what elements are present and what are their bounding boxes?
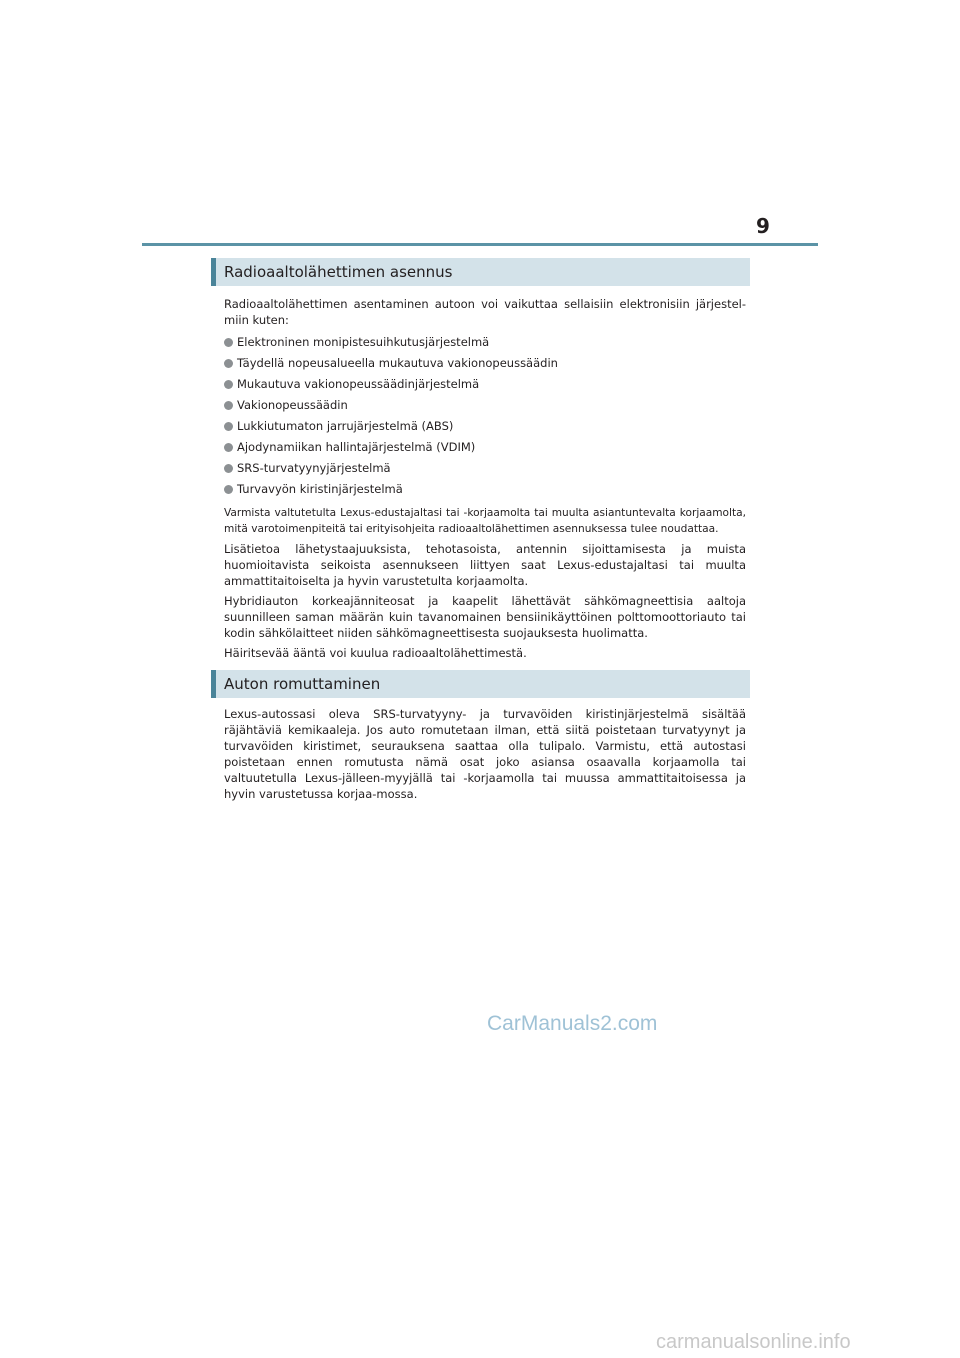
list-item: Elektroninen monipistesuihkutusjärjestelmä	[224, 332, 746, 353]
list-item: Vakionopeussäädin	[224, 395, 746, 416]
bullet-dot-icon	[224, 359, 233, 368]
list-item: Lukkiutumaton jarrujärjestelmä (ABS)	[224, 416, 746, 437]
list-item: Ajodynamiikan hallintajärjestelmä (VDIM)	[224, 437, 746, 458]
bullet-dot-icon	[224, 485, 233, 494]
bullet-dot-icon	[224, 401, 233, 410]
intro-paragraph: Radioaaltolähettimen asentaminen autoon voi vaikuttaa sellaisiin elektronisiin järjestel-miin kuten:	[224, 297, 746, 327]
bullet-dot-icon	[224, 338, 233, 347]
bullet-dot-icon	[224, 380, 233, 389]
footer-watermark: carmanualsonline.info	[656, 1331, 851, 1353]
scrapping-paragraph: Lexus-autossasi oleva SRS-turvatyyny- ja turvavöiden kiristinjärjestelmä sisältää räjähtäviä kemikaaleja. Jos auto romutetaan ilman, että siitä poistetaan turvatyynyt ja turvavöiden kiristimet, seurauksena saattaa olla tulipalo. Varmistu, että autostasi poistetaan ennen romutusta nämä osat joko asiansa osaavalla korjaamolla tai valtuutetulla Lexus-jälleen-myyjällä tai -korjaamolla tai muussa ammattitaitoisessa ja hyvin varustetussa korjaa-mossa.	[224, 707, 746, 801]
noise-paragraph: Häiritsevää ääntä voi kuulua radioaaltolähettimestä.	[224, 646, 527, 660]
list-item: Turvavyön kiristinjärjestelmä	[224, 479, 746, 500]
bullet-dot-icon	[224, 443, 233, 452]
page-number: 9	[756, 214, 770, 238]
section-heading-scrapping: Auton romuttaminen	[211, 670, 750, 698]
affected-systems-list	[224, 332, 746, 500]
frequency-info-paragraph: Lisätietoa lähetystaajuuksista, tehotasoista, antennin sijoittamisesta ja muista huomioitavista seikoista asennukseen liittyen saat Lexus-edustajaltasi tai muulta ammattitaitoiselta ja hyvin varustetulta korjaamolta.	[224, 542, 746, 588]
hybrid-emission-paragraph: Hybridiauton korkeajänniteosat ja kaapelit lähettävät sähkömagneettisia aaltoja suunnilleen saman määrän kuin tavanomainen bensiinikäyttöinen polttomoottoriauto tai kodin sähkölaitteet niiden sähkömagneettisesta suojauksesta huolimatta.	[224, 594, 746, 640]
site-watermark: CarManuals2.com	[487, 1012, 658, 1035]
list-item: Täydellä nopeusalueella mukautuva vakionopeussäädin	[224, 353, 746, 374]
dealer-advice-paragraph: Varmista valtutetulta Lexus-edustajaltasi tai -korjaamolta tai muulta asiantuntevalta korjaamolta, mitä varotoimenpiteitä tai erityisohjeita radioaaltolähettimen asennuksessa tulee noudattaa.	[224, 507, 746, 535]
bullet-dot-icon	[224, 422, 233, 431]
section-heading-radio-transmitter: Radioaaltolähettimen asennus	[211, 258, 750, 286]
list-item: Mukautuva vakionopeussäädinjärjestelmä	[224, 374, 746, 395]
section-body-radio-transmitter	[224, 296, 746, 665]
list-item: SRS-turvatyynyjärjestelmä	[224, 458, 746, 479]
section-body-scrapping	[224, 706, 746, 806]
bullet-dot-icon	[224, 464, 233, 473]
header-rule	[142, 243, 818, 246]
